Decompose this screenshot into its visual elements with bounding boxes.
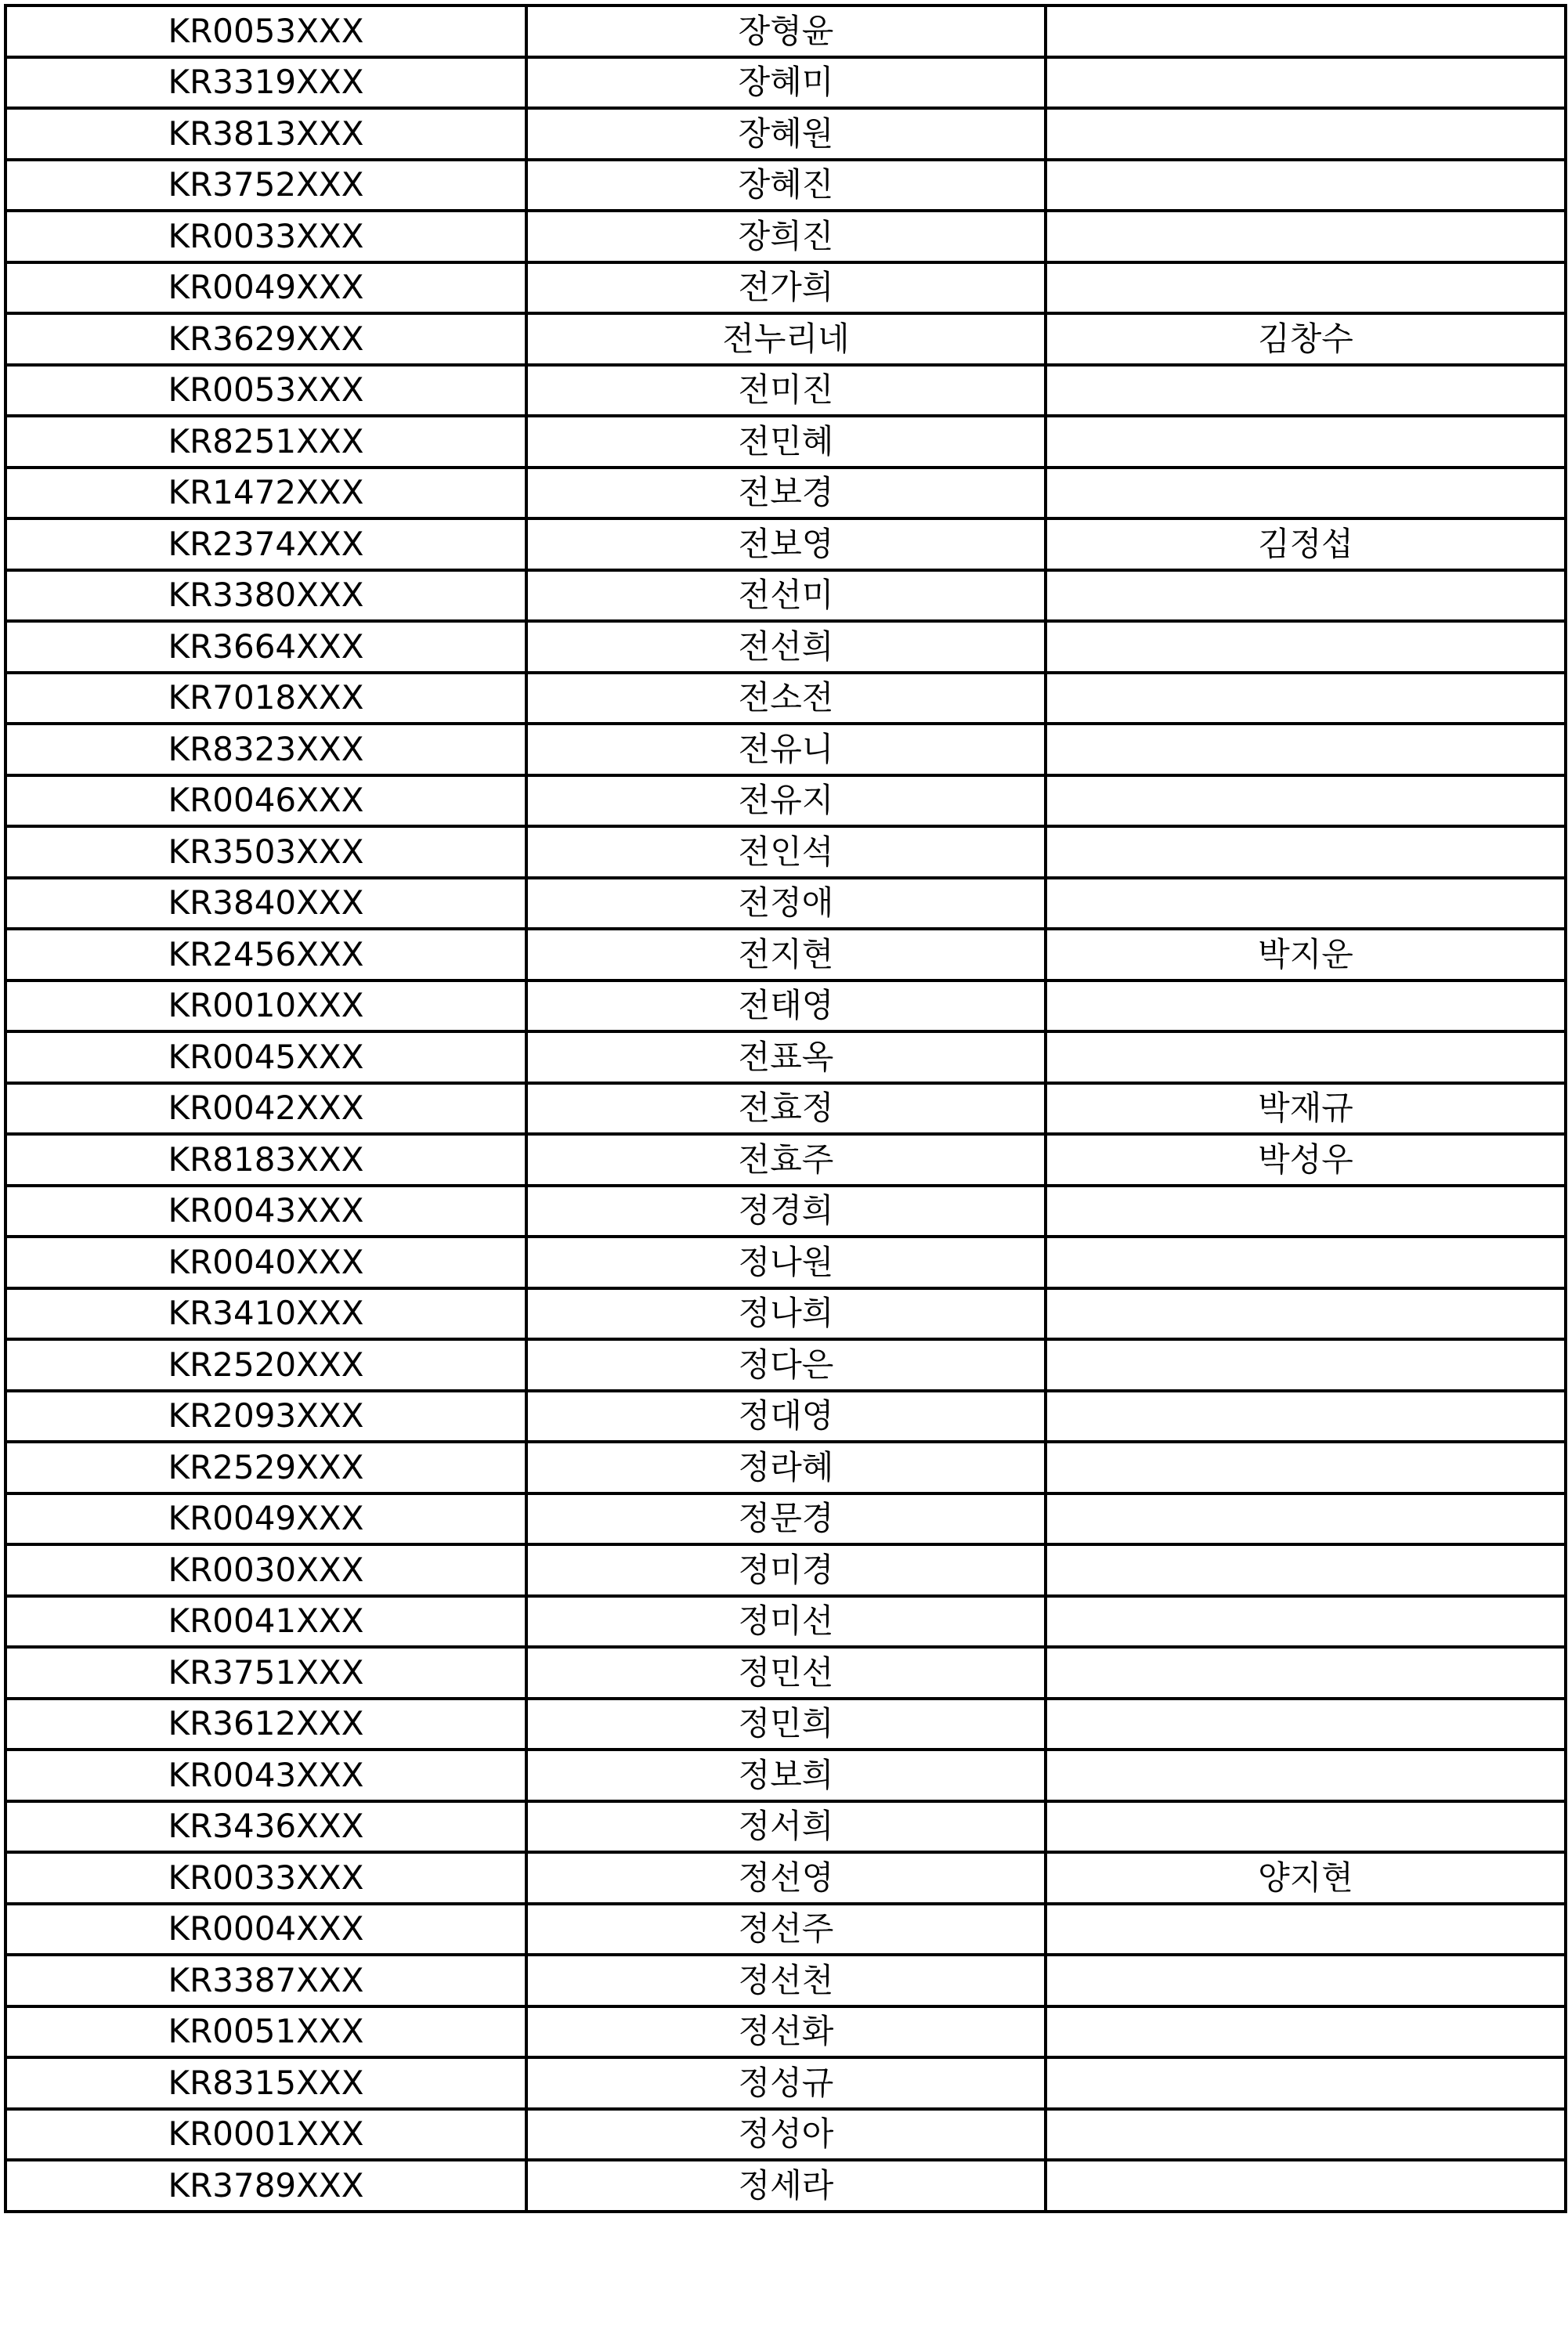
extra-cell: 김정섭 bbox=[1046, 518, 1566, 570]
name-cell: 정대영 bbox=[526, 1391, 1046, 1443]
table-row bbox=[5, 468, 1566, 519]
extra-cell bbox=[1046, 1442, 1566, 1493]
name-cell: 전선미 bbox=[526, 570, 1046, 622]
table-row bbox=[5, 1544, 1566, 1596]
name-cell: 정미선 bbox=[526, 1596, 1046, 1648]
extra-cell bbox=[1046, 980, 1566, 1032]
id-cell: KR3752XXX bbox=[5, 160, 526, 211]
id-cell: KR0046XXX bbox=[5, 775, 526, 827]
table-row bbox=[5, 724, 1566, 775]
id-cell: KR0033XXX bbox=[5, 211, 526, 262]
id-cell: KR3436XXX bbox=[5, 1801, 526, 1853]
id-cell: KR2520XXX bbox=[5, 1339, 526, 1391]
id-cell: KR0043XXX bbox=[5, 1186, 526, 1237]
name-cell: 전소전 bbox=[526, 673, 1046, 724]
name-cell: 정라혜 bbox=[526, 1442, 1046, 1493]
id-cell: KR3319XXX bbox=[5, 57, 526, 109]
id-cell: KR3840XXX bbox=[5, 878, 526, 930]
id-cell: KR0043XXX bbox=[5, 1750, 526, 1801]
name-cell: 전효주 bbox=[526, 1134, 1046, 1186]
table-row bbox=[5, 1442, 1566, 1493]
extra-cell bbox=[1046, 1699, 1566, 1750]
table-row bbox=[5, 1955, 1566, 2006]
name-cell: 장희진 bbox=[526, 211, 1046, 262]
name-cell: 전유니 bbox=[526, 724, 1046, 775]
table-row bbox=[5, 211, 1566, 262]
table-row bbox=[5, 1750, 1566, 1801]
table-row bbox=[5, 826, 1566, 878]
id-cell: KR0049XXX bbox=[5, 1493, 526, 1545]
id-cell: KR7018XXX bbox=[5, 673, 526, 724]
table-row bbox=[5, 1699, 1566, 1750]
name-cell: 전인석 bbox=[526, 826, 1046, 878]
table-row bbox=[5, 673, 1566, 724]
extra-cell bbox=[1046, 1904, 1566, 1956]
name-cell: 전지현 bbox=[526, 929, 1046, 980]
extra-cell bbox=[1046, 1801, 1566, 1853]
extra-cell bbox=[1046, 468, 1566, 519]
name-cell: 전유지 bbox=[526, 775, 1046, 827]
extra-cell bbox=[1046, 570, 1566, 622]
table-row bbox=[5, 416, 1566, 468]
name-cell: 장형윤 bbox=[526, 5, 1046, 57]
extra-cell: 김창수 bbox=[1046, 313, 1566, 365]
id-cell: KR2456XXX bbox=[5, 929, 526, 980]
id-cell: KR3503XXX bbox=[5, 826, 526, 878]
name-cell: 정경희 bbox=[526, 1186, 1046, 1237]
table-row bbox=[5, 2160, 1566, 2212]
name-cell: 정나희 bbox=[526, 1288, 1046, 1340]
table-row bbox=[5, 1391, 1566, 1443]
table-row bbox=[5, 1852, 1566, 1904]
name-cell: 정선천 bbox=[526, 1955, 1046, 2006]
name-cell: 전표옥 bbox=[526, 1031, 1046, 1083]
table-row bbox=[5, 2006, 1566, 2058]
id-cell: KR1472XXX bbox=[5, 468, 526, 519]
name-cell: 정다은 bbox=[526, 1339, 1046, 1391]
id-cell: KR0030XXX bbox=[5, 1544, 526, 1596]
name-cell: 정나원 bbox=[526, 1237, 1046, 1288]
id-cell: KR0053XXX bbox=[5, 5, 526, 57]
id-cell: KR0033XXX bbox=[5, 1852, 526, 1904]
extra-cell bbox=[1046, 2006, 1566, 2058]
name-cell: 정민선 bbox=[526, 1647, 1046, 1699]
id-cell: KR3612XXX bbox=[5, 1699, 526, 1750]
id-cell: KR3380XXX bbox=[5, 570, 526, 622]
name-cell: 정선주 bbox=[526, 1904, 1046, 1956]
name-cell: 전누리네 bbox=[526, 313, 1046, 365]
id-cell: KR3664XXX bbox=[5, 621, 526, 673]
table-row bbox=[5, 1339, 1566, 1391]
extra-cell bbox=[1046, 160, 1566, 211]
table-row bbox=[5, 365, 1566, 417]
id-cell: KR0010XXX bbox=[5, 980, 526, 1032]
table-row bbox=[5, 1288, 1566, 1340]
id-cell: KR0041XXX bbox=[5, 1596, 526, 1648]
name-cell: 전보경 bbox=[526, 468, 1046, 519]
extra-cell bbox=[1046, 108, 1566, 160]
extra-cell bbox=[1046, 57, 1566, 109]
extra-cell bbox=[1046, 1391, 1566, 1443]
id-cell: KR8315XXX bbox=[5, 2057, 526, 2109]
extra-cell bbox=[1046, 724, 1566, 775]
name-cell: 정성규 bbox=[526, 2057, 1046, 2109]
extra-cell bbox=[1046, 2109, 1566, 2161]
extra-cell bbox=[1046, 1493, 1566, 1545]
extra-cell bbox=[1046, 1544, 1566, 1596]
name-cell: 전가희 bbox=[526, 262, 1046, 314]
id-cell: KR0040XXX bbox=[5, 1237, 526, 1288]
table-row bbox=[5, 1596, 1566, 1648]
table-row bbox=[5, 2109, 1566, 2161]
extra-cell bbox=[1046, 1750, 1566, 1801]
table-row bbox=[5, 621, 1566, 673]
name-cell: 장혜원 bbox=[526, 108, 1046, 160]
id-cell: KR3751XXX bbox=[5, 1647, 526, 1699]
id-cell: KR2374XXX bbox=[5, 518, 526, 570]
table-row bbox=[5, 313, 1566, 365]
id-cell: KR0049XXX bbox=[5, 262, 526, 314]
extra-cell bbox=[1046, 1339, 1566, 1391]
id-cell: KR0042XXX bbox=[5, 1083, 526, 1135]
extra-cell bbox=[1046, 673, 1566, 724]
id-cell: KR3387XXX bbox=[5, 1955, 526, 2006]
id-cell: KR8251XXX bbox=[5, 416, 526, 468]
name-cell: 전정애 bbox=[526, 878, 1046, 930]
table-row bbox=[5, 570, 1566, 622]
extra-cell: 박성우 bbox=[1046, 1134, 1566, 1186]
extra-cell bbox=[1046, 365, 1566, 417]
name-cell: 전태영 bbox=[526, 980, 1046, 1032]
extra-cell bbox=[1046, 416, 1566, 468]
table-row bbox=[5, 1647, 1566, 1699]
table-row bbox=[5, 518, 1566, 570]
extra-cell bbox=[1046, 775, 1566, 827]
extra-cell bbox=[1046, 1031, 1566, 1083]
name-cell: 정세라 bbox=[526, 2160, 1046, 2212]
name-cell: 정서희 bbox=[526, 1801, 1046, 1853]
name-cell: 정미경 bbox=[526, 1544, 1046, 1596]
id-cell: KR0004XXX bbox=[5, 1904, 526, 1956]
table-row bbox=[5, 1083, 1566, 1135]
id-cell: KR2529XXX bbox=[5, 1442, 526, 1493]
table-row bbox=[5, 160, 1566, 211]
extra-cell: 양지현 bbox=[1046, 1852, 1566, 1904]
name-cell: 정민희 bbox=[526, 1699, 1046, 1750]
id-cell: KR3410XXX bbox=[5, 1288, 526, 1340]
id-cell: KR3629XXX bbox=[5, 313, 526, 365]
table-row bbox=[5, 878, 1566, 930]
name-cell: 정선화 bbox=[526, 2006, 1046, 2058]
name-cell: 장혜미 bbox=[526, 57, 1046, 109]
name-cell: 정선영 bbox=[526, 1852, 1046, 1904]
table-row bbox=[5, 1134, 1566, 1186]
id-cell: KR2093XXX bbox=[5, 1391, 526, 1443]
id-cell: KR3813XXX bbox=[5, 108, 526, 160]
id-cell: KR8183XXX bbox=[5, 1134, 526, 1186]
extra-cell bbox=[1046, 1955, 1566, 2006]
name-cell: 전보영 bbox=[526, 518, 1046, 570]
name-cell: 정성아 bbox=[526, 2109, 1046, 2161]
extra-cell bbox=[1046, 1596, 1566, 1648]
extra-cell bbox=[1046, 826, 1566, 878]
extra-cell bbox=[1046, 2160, 1566, 2212]
table-row bbox=[5, 57, 1566, 109]
extra-cell bbox=[1046, 1288, 1566, 1340]
extra-cell: 박재규 bbox=[1046, 1083, 1566, 1135]
name-cell: 전민혜 bbox=[526, 416, 1046, 468]
table-row bbox=[5, 1493, 1566, 1545]
extra-cell bbox=[1046, 5, 1566, 57]
extra-cell bbox=[1046, 262, 1566, 314]
id-cell: KR8323XXX bbox=[5, 724, 526, 775]
table-row bbox=[5, 1031, 1566, 1083]
table-row bbox=[5, 262, 1566, 314]
name-cell: 전미진 bbox=[526, 365, 1046, 417]
extra-cell: 박지운 bbox=[1046, 929, 1566, 980]
extra-cell bbox=[1046, 1237, 1566, 1288]
extra-cell bbox=[1046, 211, 1566, 262]
name-cell: 장혜진 bbox=[526, 160, 1046, 211]
table-row bbox=[5, 108, 1566, 160]
extra-cell bbox=[1046, 1186, 1566, 1237]
name-cell: 정보희 bbox=[526, 1750, 1046, 1801]
name-cell: 전효정 bbox=[526, 1083, 1046, 1135]
table-row bbox=[5, 775, 1566, 827]
table-row bbox=[5, 5, 1566, 57]
table-row bbox=[5, 2057, 1566, 2109]
id-cell: KR0051XXX bbox=[5, 2006, 526, 2058]
id-cell: KR0045XXX bbox=[5, 1031, 526, 1083]
table-row bbox=[5, 1237, 1566, 1288]
table-row bbox=[5, 1186, 1566, 1237]
roster-table-body bbox=[5, 5, 1566, 2212]
id-cell: KR0053XXX bbox=[5, 365, 526, 417]
roster-table bbox=[4, 4, 1567, 2213]
name-cell: 정문경 bbox=[526, 1493, 1046, 1545]
name-cell: 전선희 bbox=[526, 621, 1046, 673]
extra-cell bbox=[1046, 621, 1566, 673]
table-row bbox=[5, 980, 1566, 1032]
table-row bbox=[5, 1801, 1566, 1853]
id-cell: KR0001XXX bbox=[5, 2109, 526, 2161]
extra-cell bbox=[1046, 2057, 1566, 2109]
extra-cell bbox=[1046, 878, 1566, 930]
id-cell: KR3789XXX bbox=[5, 2160, 526, 2212]
table-row bbox=[5, 1904, 1566, 1956]
table-row bbox=[5, 929, 1566, 980]
extra-cell bbox=[1046, 1647, 1566, 1699]
